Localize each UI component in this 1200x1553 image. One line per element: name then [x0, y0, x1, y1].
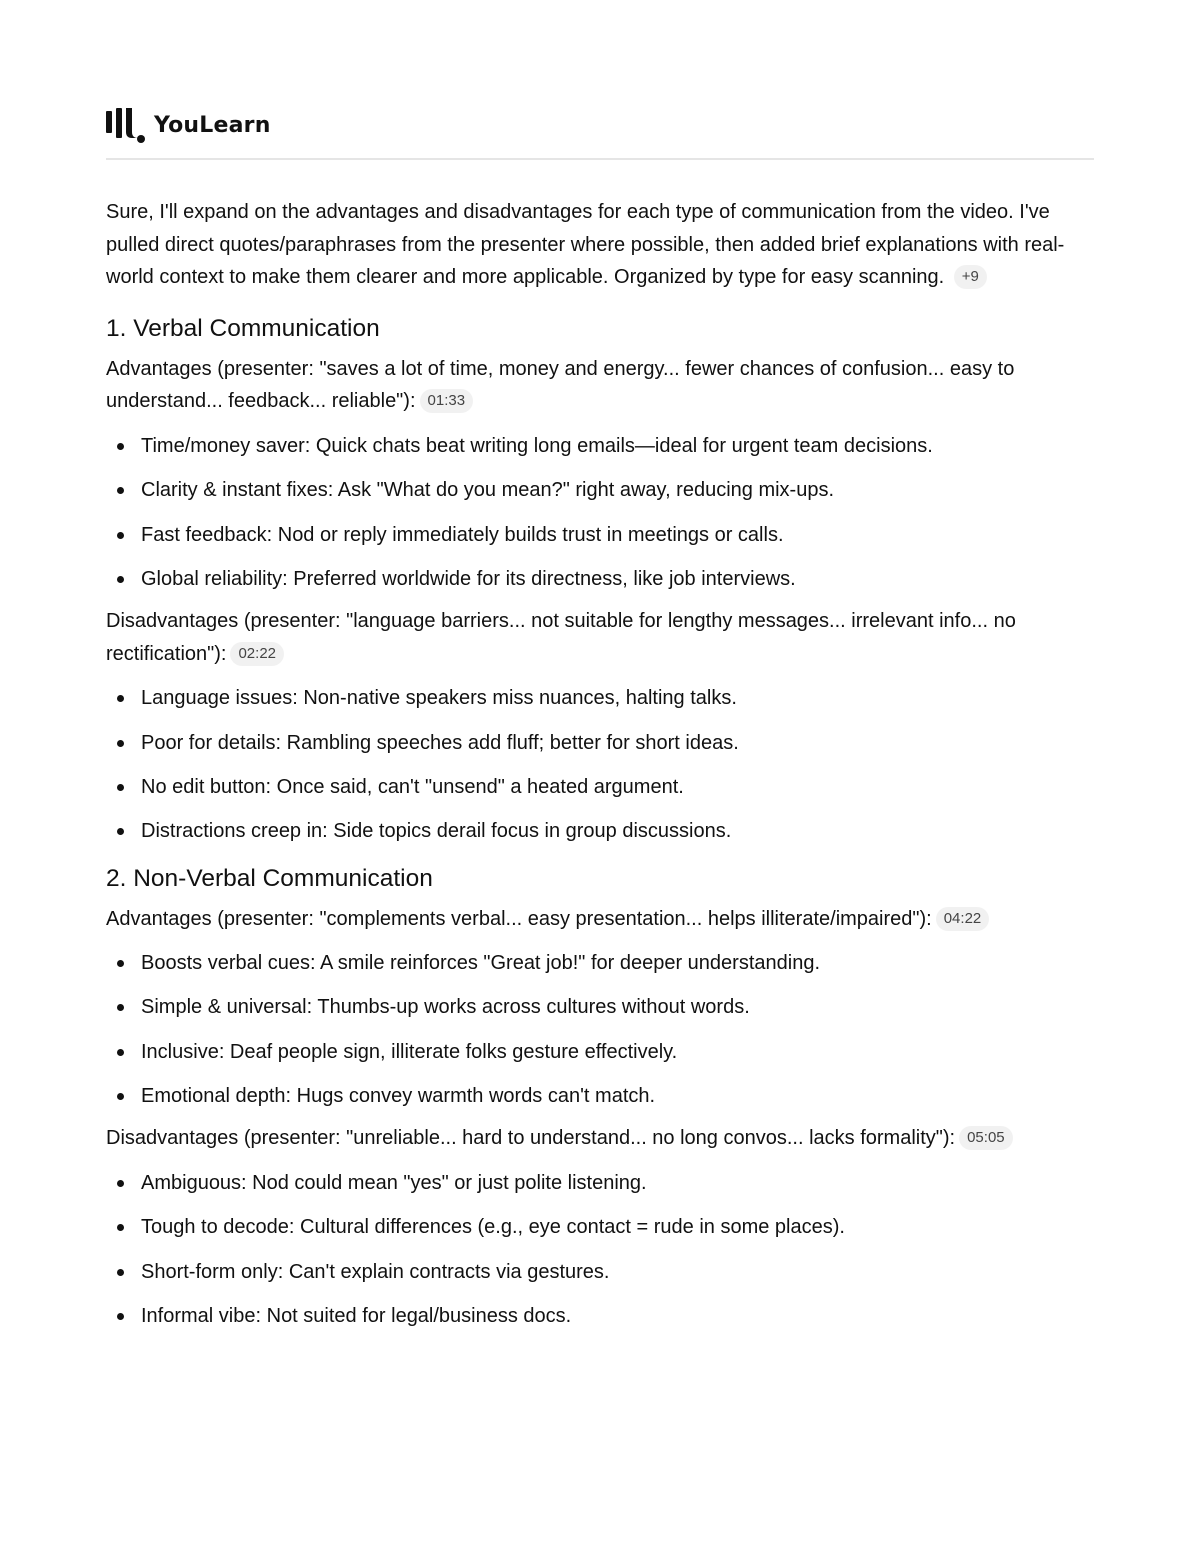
header [106, 108, 1094, 160]
list-item: Emotional depth: Hugs convey warmth words can't match. [106, 1074, 1096, 1118]
list-item: Global reliability: Preferred worldwide for its directness, like job interviews. [106, 557, 1096, 601]
advantages-lead [106, 353, 1096, 418]
section-heading: 1. Verbal Communication [106, 314, 380, 342]
list-item: Fast feedback: Nod or reply immediately builds trust in meetings or calls. [106, 513, 1096, 557]
disadvantages-lead-text: Disadvantages (presenter: "unreliable... hard to understand... no long convos... lacks formality"): [106, 1127, 956, 1150]
advantages-lead-text: Advantages (presenter: "saves a lot of time, money and energy... fewer chances of confusion... easy to understand... feedback... reliable"): [106, 357, 1015, 413]
intro-paragraph [106, 196, 1096, 294]
response-content [106, 196, 1096, 1348]
advantages-lead-text: Advantages (presenter: "complements verbal... easy presentation... helps illiterate/impaired"): [106, 907, 932, 930]
list-item: Poor for details: Rambling speeches add fluff; better for short ideas. [106, 721, 1096, 765]
advantages-list [106, 424, 1096, 601]
list-item: Informal vibe: Not suited for legal/business docs. [106, 1294, 1096, 1338]
disadvantages-lead [106, 605, 1096, 670]
list-item: Time/money saver: Quick chats beat writing long emails—ideal for urgent team decisions. [106, 424, 1096, 468]
youlearn-logo-icon [106, 108, 146, 144]
disadvantages-lead [106, 1122, 1096, 1155]
list-item: Tough to decode: Cultural differences (e.g., eye contact = rude in some places). [106, 1205, 1096, 1249]
advantages-lead [106, 903, 1096, 936]
timestamp-badge[interactable]: 02:22 [230, 642, 284, 666]
timestamp-badge[interactable]: 04:22 [936, 907, 990, 931]
disadvantages-list [106, 676, 1096, 853]
list-item: Clarity & instant fixes: Ask "What do you mean?" right away, reducing mix-ups. [106, 468, 1096, 512]
list-item: Distractions creep in: Side topics derail focus in group discussions. [106, 809, 1096, 853]
brand-name: YouLearn [154, 113, 271, 138]
list-item: No edit button: Once said, can't "unsend" a heated argument. [106, 765, 1096, 809]
list-item: Short-form only: Can't explain contracts via gestures. [106, 1250, 1096, 1294]
section-heading: 2. Non-Verbal Communication [106, 864, 433, 892]
list-item: Inclusive: Deaf people sign, illiterate folks gesture effectively. [106, 1030, 1096, 1074]
citation-badge[interactable]: +9 [954, 265, 987, 289]
list-item: Simple & universal: Thumbs-up works across cultures without words. [106, 985, 1096, 1029]
advantages-list [106, 941, 1096, 1118]
disadvantages-list [106, 1161, 1096, 1338]
list-item: Ambiguous: Nod could mean "yes" or just polite listening. [106, 1161, 1096, 1205]
timestamp-badge[interactable]: 05:05 [959, 1126, 1013, 1150]
disadvantages-lead-text: Disadvantages (presenter: "language barriers... not suitable for lengthy messages... irrelevant info... no rectification"): [106, 610, 1016, 665]
section-verbal [106, 314, 1096, 854]
section-non-verbal [106, 864, 1096, 1339]
intro-text: Sure, I'll expand on the advantages and disadvantages for each type of communication from the video. I've pulled direct quotes/paraphrases from the presenter where possible, then added brief explanations with real-world context to make them clearer and more applicable. Organized by type for easy scanning. [106, 201, 1065, 289]
list-item: Boosts verbal cues: A smile reinforces "Great job!" for deeper understanding. [106, 941, 1096, 985]
list-item: Language issues: Non-native speakers miss nuances, halting talks. [106, 676, 1096, 720]
timestamp-badge[interactable]: 01:33 [420, 389, 474, 413]
